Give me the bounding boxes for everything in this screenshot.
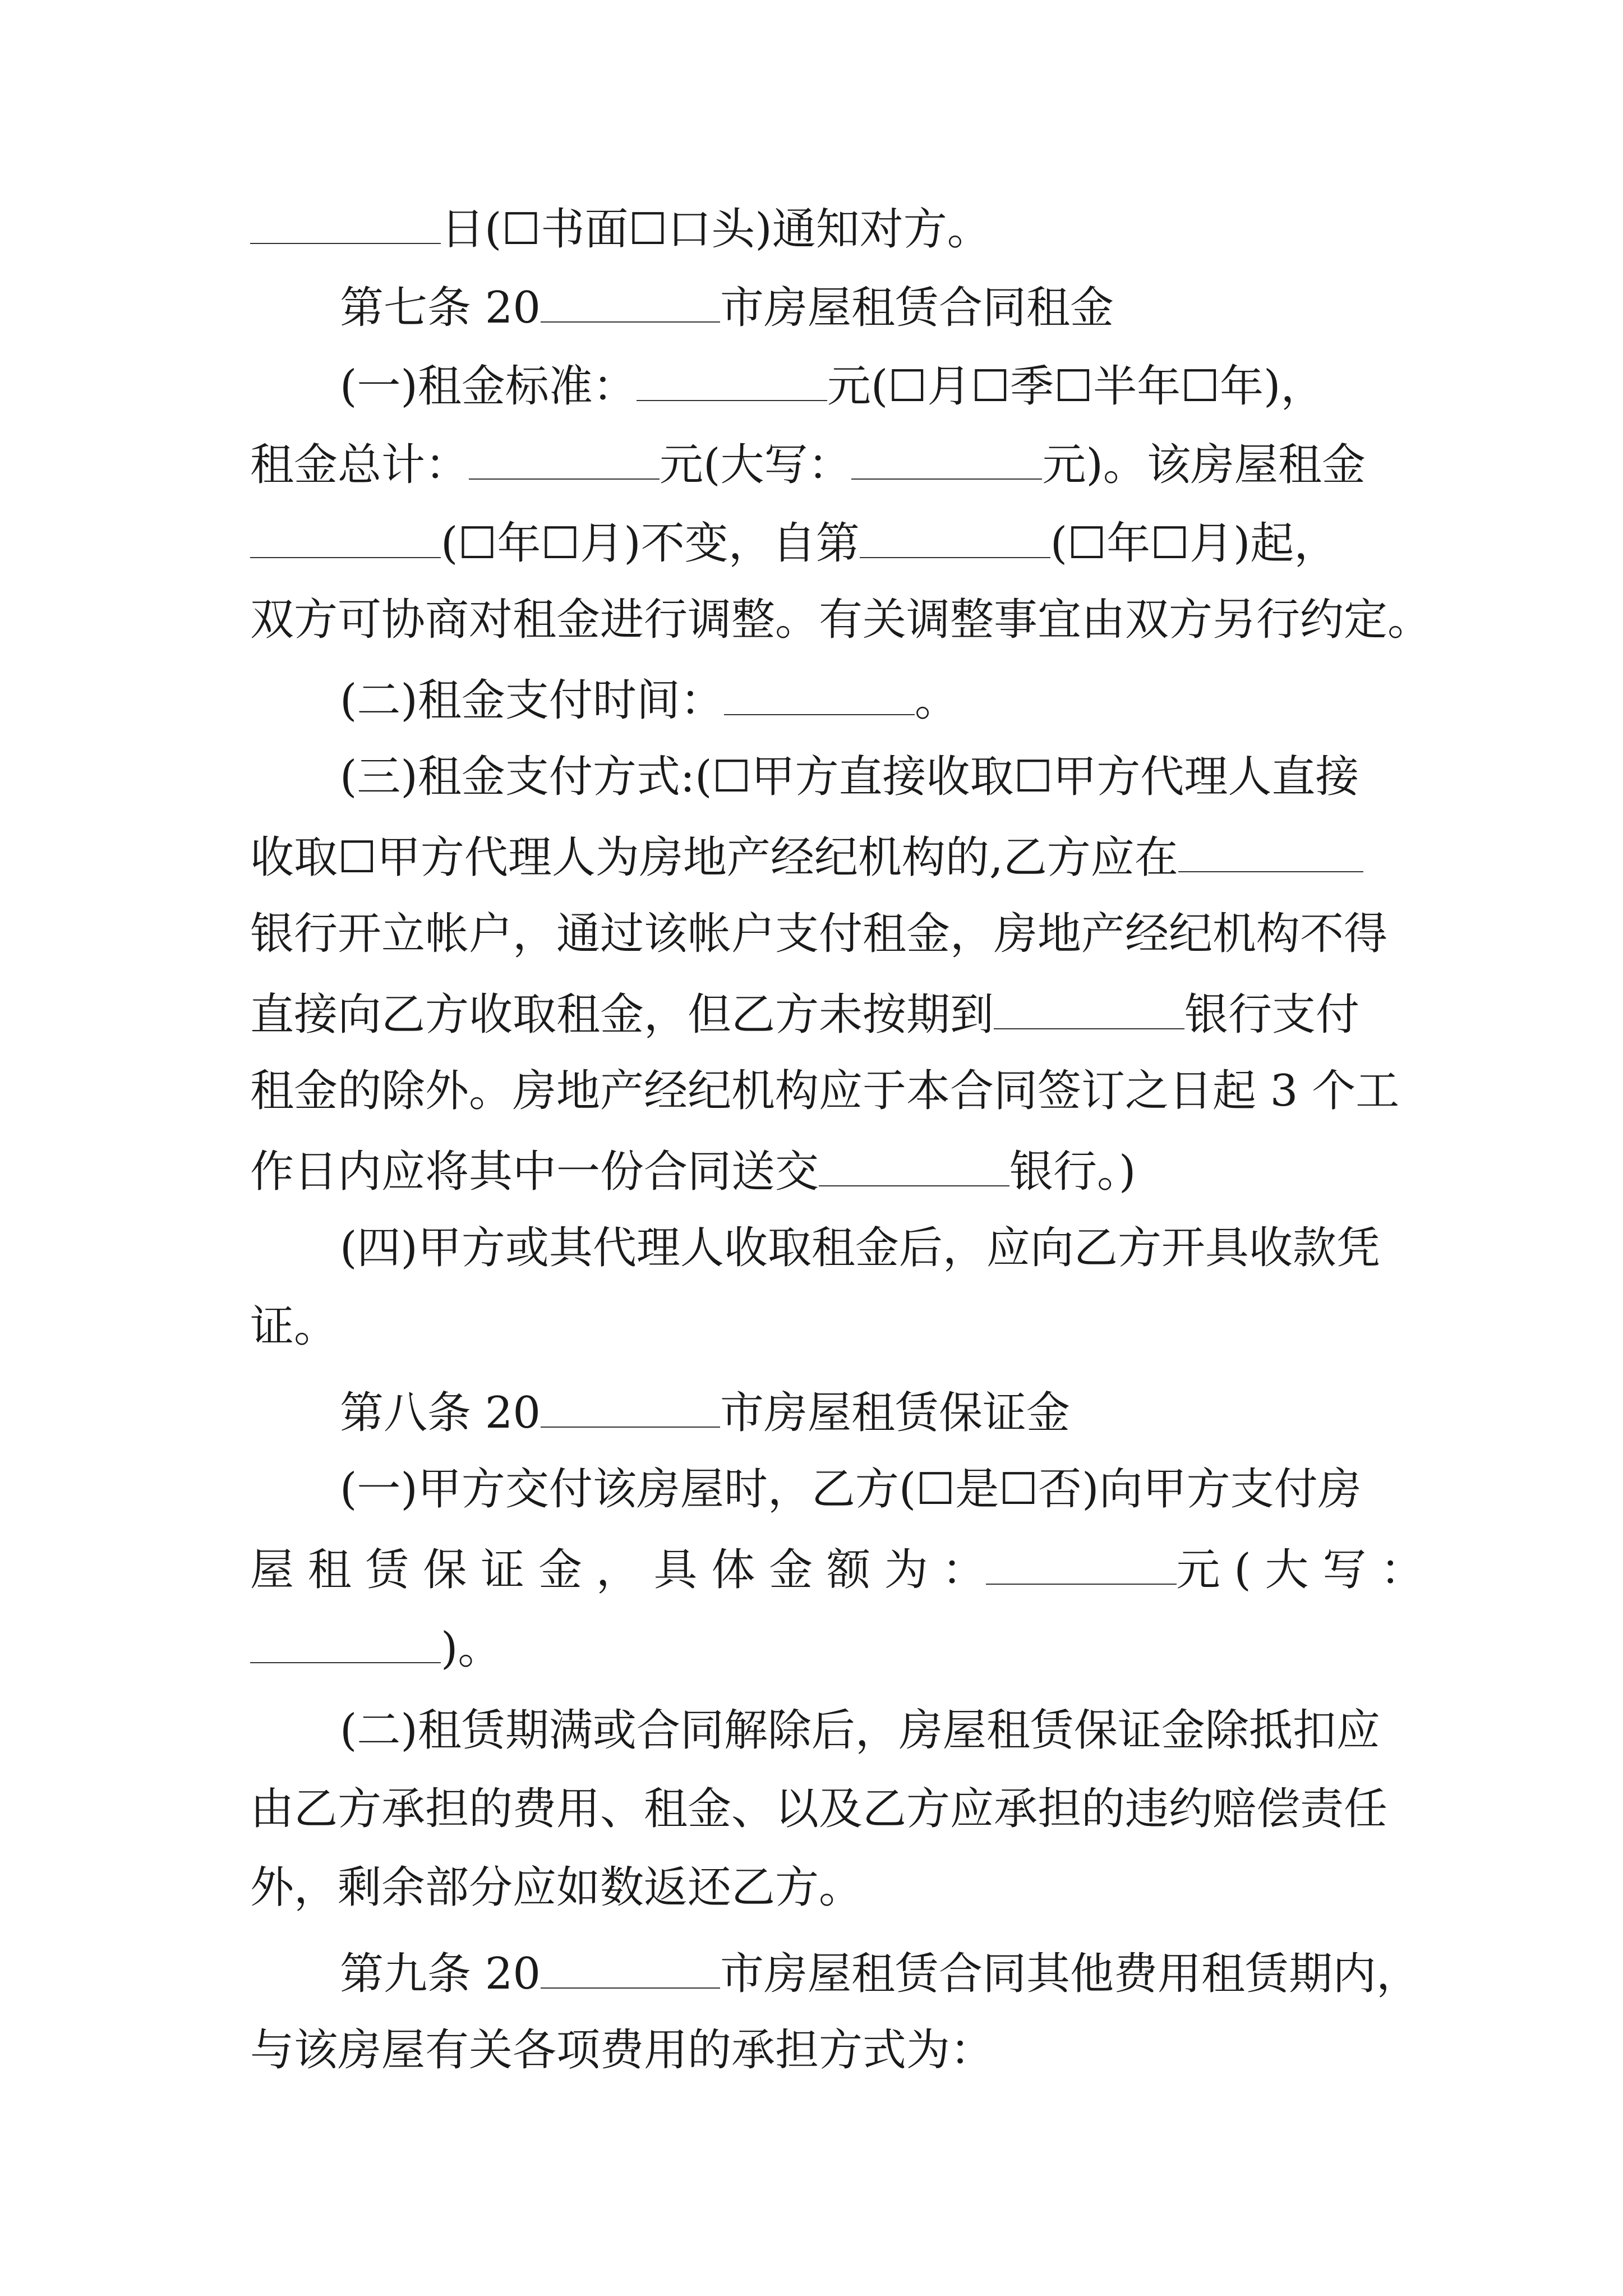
text-segment: 租金总计：: [250, 440, 469, 490]
doc-line: [250, 1299, 338, 1355]
text-segment: 直接向乙方收取租金，但乙方未按期到: [250, 990, 994, 1040]
fill-blank[interactable]: [851, 435, 1042, 480]
text-segment: 市房屋租赁合同其他费用租赁期内，: [720, 1949, 1421, 1999]
doc-line: [250, 984, 1359, 1041]
doc-line: [250, 1540, 1424, 1596]
fill-blank[interactable]: [250, 513, 441, 558]
text-segment: 市房屋租赁保证金: [720, 1388, 1071, 1438]
fill-blank[interactable]: [250, 1618, 441, 1663]
text-segment: (二)租金支付时间：: [340, 675, 724, 726]
text-segment: 日(☐书面☐口头)通知对方。: [441, 204, 991, 255]
doc-line: [250, 1142, 1136, 1198]
doc-line: [250, 1781, 1387, 1837]
text-segment: 作日内应将其中一份合同送交: [250, 1147, 819, 1197]
doc-line: [250, 1618, 501, 1674]
fill-blank[interactable]: [860, 513, 1050, 558]
text-segment: 银行开立帐户，通过该帐户支付租金，房地产经纪机构不得: [250, 909, 1388, 959]
doc-line: [340, 356, 1324, 412]
doc-line: [250, 906, 1387, 962]
text-segment: 双方可协商对租金进行调整。有关调整事宜由双方另行约定。: [250, 595, 1432, 645]
text-segment: 元)。该房屋租金: [1042, 440, 1366, 490]
text-segment: (三)租金支付方式:(☐甲方直接收取☐甲方代理人直接: [340, 752, 1359, 802]
doc-line: [250, 592, 1431, 648]
text-segment: 元(大写：: [660, 440, 852, 490]
text-segment: (一)甲方交付该房屋时，乙方(☐是☐否)向甲方支付房: [340, 1464, 1362, 1515]
text-segment: 与该房屋有关各项费用的承担方式为：: [250, 2025, 994, 2076]
text-segment: 元(☐月☐季☐半年☐年)，: [827, 361, 1325, 412]
doc-line: [340, 749, 1359, 805]
text-segment: 银行。): [1009, 1147, 1136, 1197]
text-segment: 由乙方承担的费用、租金、以及乙方应承担的违约赔偿责任: [250, 1784, 1388, 1834]
text-segment: 银行支付: [1184, 990, 1360, 1040]
article-7-heading: [340, 278, 1114, 334]
text-segment: 证。: [250, 1301, 338, 1352]
article-9-heading: [340, 1944, 1420, 2000]
doc-line: [250, 1063, 1399, 1119]
text-segment: 第八条 20: [340, 1388, 541, 1438]
text-segment: 第九条 20: [340, 1949, 541, 1999]
text-segment: 租金的除外。房地产经纪机构应于本合同签订之日起 3 个工: [250, 1066, 1400, 1116]
fill-blank[interactable]: [724, 670, 915, 715]
text-segment: (二)租赁期满或合同解除后，房屋租赁保证金除抵扣应: [340, 1705, 1380, 1756]
text-segment: 元 ( 大 写 ：: [1176, 1545, 1424, 1595]
doc-line: [340, 1220, 1380, 1276]
text-segment: 市房屋租赁合同租金: [720, 283, 1114, 333]
fill-blank[interactable]: [637, 356, 827, 401]
text-segment: 。: [914, 675, 958, 726]
article-8-heading: [340, 1383, 1070, 1439]
text-segment: )。: [441, 1623, 502, 1674]
fill-blank[interactable]: [541, 1944, 720, 1989]
doc-line: [340, 670, 958, 726]
doc-line: [250, 827, 1363, 884]
fill-blank[interactable]: [541, 1383, 720, 1428]
doc-line: [340, 1461, 1362, 1517]
fill-blank[interactable]: [986, 1540, 1177, 1585]
doc-line: [250, 199, 991, 255]
text-segment: (☐年☐月)起，: [1050, 518, 1338, 569]
text-segment: (四)甲方或其代理人收取租金后，应向乙方开具收款凭: [340, 1223, 1380, 1273]
doc-line: [250, 435, 1366, 491]
text-segment: (一)租金标准：: [340, 361, 637, 412]
fill-blank[interactable]: [469, 435, 660, 480]
doc-line: [250, 2022, 994, 2078]
doc-line: [250, 1860, 863, 1916]
text-segment: (☐年☐月)不变，自第: [441, 518, 860, 569]
fill-blank[interactable]: [250, 199, 441, 244]
text-segment: 外，剩余部分应如数返还乙方。: [250, 1862, 863, 1913]
fill-blank[interactable]: [541, 278, 720, 323]
text-segment: 第七条 20: [340, 283, 541, 333]
fill-blank[interactable]: [1178, 827, 1363, 872]
doc-line: [250, 513, 1338, 569]
text-segment: 屋 租 赁 保 证 金 ， 具 体 金 额 为 ：: [250, 1545, 986, 1595]
doc-line: [340, 1703, 1380, 1759]
fill-blank[interactable]: [819, 1142, 1009, 1186]
text-segment: 收取☐甲方代理人为房地产经纪机构的,乙方应在: [250, 832, 1178, 883]
fill-blank[interactable]: [994, 984, 1184, 1029]
